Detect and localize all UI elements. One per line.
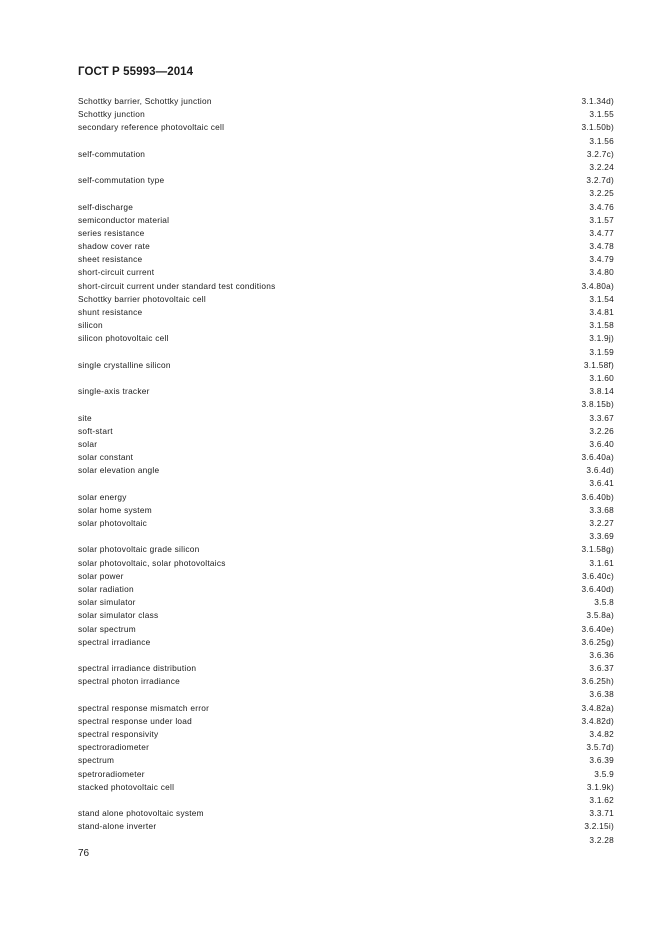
- index-entry: [78, 715, 614, 728]
- index-entry: [78, 662, 614, 675]
- index-reference: 3.1.9k): [586, 781, 614, 792]
- index-entry: [78, 768, 614, 781]
- index-entry: [78, 201, 614, 214]
- index-entry: [78, 425, 614, 438]
- index-reference: 3.4.79: [589, 254, 614, 265]
- index-reference: 3.6.38: [589, 689, 614, 700]
- index-entry: [78, 504, 614, 517]
- index-entry: [78, 161, 614, 174]
- index-term: Schottky barrier, Schottky junction: [78, 96, 212, 106]
- index-reference: 3.6.39: [589, 755, 614, 766]
- index-reference: 3.1.58g): [581, 544, 614, 555]
- index-term: solar simulator class: [78, 610, 159, 621]
- index-term: spectral response mismatch error: [78, 702, 210, 713]
- index-entry: [78, 702, 614, 715]
- index-term: spectral irradiance: [78, 636, 151, 647]
- index-reference: 3.6.40d): [581, 583, 614, 594]
- index-entry: [78, 754, 614, 767]
- index-term: silicon photovoltaic cell: [78, 333, 169, 344]
- index-term: short-circuit current: [78, 267, 155, 278]
- index-entry: [78, 412, 614, 425]
- index-reference: 3.1.60: [589, 372, 614, 383]
- index-entry: [78, 306, 614, 319]
- index-term: solar elevation angle: [78, 465, 160, 476]
- index-reference: 3.5.8a): [586, 610, 614, 621]
- index-reference: 3.2.7c): [586, 148, 614, 159]
- index-reference: 3.1.61: [589, 557, 614, 568]
- index-entry: [78, 253, 614, 266]
- index-reference: 3.3.71: [589, 808, 614, 819]
- index-reference: 3.1.56: [589, 135, 614, 146]
- index-term: secondary reference photovoltaic cell: [78, 122, 225, 133]
- index-reference: 3.6.40c): [582, 570, 614, 581]
- index-reference: 3.3.68: [589, 504, 614, 515]
- index-entry: [78, 319, 614, 332]
- index-term: soft-start: [78, 425, 113, 436]
- index-term: Schottky barrier photovoltaic cell: [78, 293, 206, 304]
- index-term: stand-alone inverter: [78, 821, 157, 832]
- index-entry: [78, 121, 614, 134]
- index-entry: [78, 240, 614, 253]
- index-reference: 3.6.40a): [581, 452, 614, 463]
- index-term: shunt resistance: [78, 307, 143, 317]
- index-term: spectral photon irradiance: [78, 676, 180, 687]
- page-number: 76: [78, 848, 90, 859]
- index-reference: 3.1.58f): [583, 359, 614, 370]
- index-entry: [78, 398, 614, 411]
- index-entry: [78, 451, 614, 464]
- index-entry: [78, 280, 614, 293]
- index-term: solar power: [78, 570, 124, 581]
- index-term: solar photovoltaic: [78, 518, 148, 528]
- index-entry: [78, 187, 614, 200]
- index-reference: 3.2.25: [589, 188, 614, 199]
- index-entry: [78, 477, 614, 490]
- index-reference: 3.1.50b): [581, 122, 614, 133]
- index-entry: [78, 675, 614, 688]
- index-entry: [78, 543, 614, 556]
- index-entry: [78, 623, 614, 636]
- index-reference: 3.5.8: [594, 597, 614, 608]
- index-reference: 3.6.25g): [581, 636, 614, 647]
- index-entry: [78, 438, 614, 451]
- index-term: spectrum: [78, 755, 115, 766]
- index-entry: [78, 293, 614, 306]
- index-reference: 3.4.82a): [581, 702, 614, 713]
- index-reference: 3.4.78: [589, 241, 614, 252]
- index-term: solar energy: [78, 491, 127, 502]
- index-reference: 3.5.7d): [586, 742, 614, 753]
- index-entry: [78, 135, 614, 148]
- index-entry: [78, 583, 614, 596]
- index-reference: 3.3.69: [589, 531, 614, 542]
- index-reference: 3.2.24: [589, 161, 614, 172]
- index-reference: 3.6.4d): [586, 465, 614, 476]
- index-term: self-commutation: [78, 148, 146, 159]
- index-reference: 3.2.28: [589, 834, 614, 845]
- index-entry: [78, 385, 614, 398]
- index-entry: [78, 491, 614, 504]
- index-reference: 3.4.76: [589, 201, 614, 212]
- index-term: shadow cover rate: [78, 241, 151, 252]
- index-reference: 3.1.9j): [589, 333, 614, 344]
- index-term: solar home system: [78, 504, 152, 515]
- index-reference: 3.6.36: [589, 649, 614, 660]
- index-entry: [78, 794, 614, 807]
- index-entry: [78, 781, 614, 794]
- index-term: short-circuit current under standard test conditions: [78, 280, 276, 291]
- index-term: self-discharge: [78, 201, 134, 212]
- index-reference: 3.6.40b): [581, 491, 614, 502]
- index-entry: [78, 570, 614, 583]
- index-term: solar spectrum: [78, 623, 136, 634]
- index-term: solar photovoltaic grade silicon: [78, 544, 200, 555]
- index-reference: 3.1.58: [589, 320, 614, 331]
- index-term: Schottky junction: [78, 109, 145, 120]
- index-reference: 3.1.62: [589, 794, 614, 805]
- index-reference: 3.8.15b): [581, 399, 614, 410]
- index-entry: [78, 557, 614, 570]
- index-term: spectroradiometer: [78, 742, 150, 753]
- index-term: self-commutation type: [78, 175, 165, 186]
- index-entry: [78, 227, 614, 240]
- index-reference: 3.4.80: [589, 267, 614, 278]
- index-entry: [78, 372, 614, 385]
- index-term: spectral responsivity: [78, 729, 159, 739]
- index-term: stacked photovoltaic cell: [78, 781, 175, 792]
- index-reference: 3.3.67: [589, 412, 614, 423]
- index-term: silicon: [78, 320, 103, 331]
- page-title: ГОСТ Р 55993—2014: [78, 66, 194, 78]
- index-entry: [78, 148, 614, 161]
- index-reference: 3.6.41: [589, 478, 614, 489]
- index-reference: 3.1.55: [589, 109, 614, 120]
- index-term: series resistance: [78, 227, 145, 238]
- index-term: solar constant: [78, 452, 134, 463]
- index-reference: 3.6.40e): [581, 623, 614, 634]
- index-term: solar simulator: [78, 597, 136, 608]
- index-term: single-axis tracker: [78, 386, 150, 397]
- index-entry: [78, 95, 614, 108]
- index-reference: 3.4.81: [589, 307, 614, 317]
- index-reference: 3.2.27: [589, 518, 614, 528]
- index-term: solar radiation: [78, 583, 134, 594]
- index-term: solar photovoltaic, solar photovoltaics: [78, 557, 226, 568]
- index-reference: 3.1.57: [589, 214, 614, 225]
- index-reference: 3.2.15i): [584, 821, 614, 832]
- index-reference: 3.1.59: [589, 346, 614, 357]
- index-reference: 3.2.7d): [586, 175, 614, 186]
- index-entry: [78, 728, 614, 741]
- index-reference: 3.1.54: [589, 293, 614, 304]
- index-entry: [78, 266, 614, 279]
- index-reference: 3.8.14: [589, 386, 614, 397]
- index-reference: 3.4.80a): [581, 280, 614, 291]
- index-reference: 3.4.77: [589, 227, 614, 238]
- index-entry: [78, 530, 614, 543]
- index-entry: [78, 609, 614, 622]
- index-entry: [78, 517, 614, 530]
- index-entry: [78, 346, 614, 359]
- index-entry: [78, 649, 614, 662]
- index-entry: [78, 688, 614, 701]
- index-reference: 3.2.26: [589, 425, 614, 436]
- index-entry: [78, 834, 614, 847]
- index-term: semiconductor material: [78, 214, 170, 225]
- alphabetical-index: [78, 95, 614, 847]
- index-term: stand alone photovoltaic system: [78, 808, 204, 819]
- index-entry: [78, 636, 614, 649]
- index-reference: 3.6.40: [589, 438, 614, 449]
- index-term: solar: [78, 438, 98, 449]
- index-entry: [78, 741, 614, 754]
- index-term: sheet resistance: [78, 254, 143, 265]
- index-entry: [78, 596, 614, 609]
- index-entry: [78, 820, 614, 833]
- index-reference: 3.5.9: [594, 768, 614, 779]
- index-reference: 3.1.34d): [581, 96, 614, 106]
- index-entry: [78, 332, 614, 345]
- index-entry: [78, 214, 614, 227]
- index-entry: [78, 174, 614, 187]
- index-term: single crystalline silicon: [78, 359, 171, 370]
- index-entry: [78, 807, 614, 820]
- index-term: site: [78, 412, 92, 423]
- index-entry: [78, 359, 614, 372]
- index-reference: 3.4.82d): [581, 715, 614, 726]
- index-reference: 3.6.25h): [581, 676, 614, 687]
- index-reference: 3.6.37: [589, 663, 614, 674]
- index-entry: [78, 464, 614, 477]
- index-term: spectral irradiance distribution: [78, 663, 197, 674]
- index-term: spetroradiometer: [78, 768, 145, 779]
- index-reference: 3.4.82: [589, 729, 614, 739]
- index-term: spectral response under load: [78, 715, 193, 726]
- index-entry: [78, 108, 614, 121]
